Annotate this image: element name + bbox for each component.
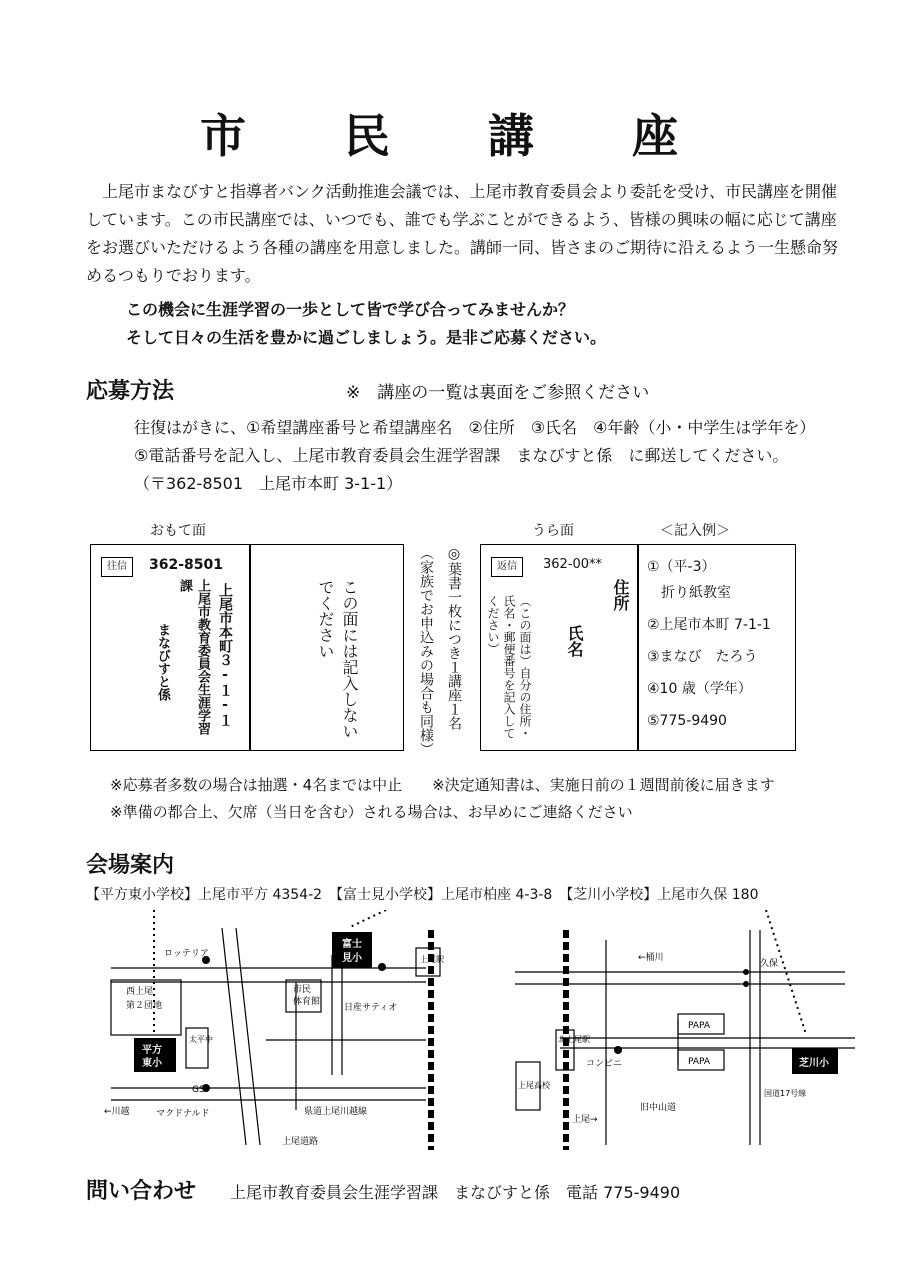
ageo-road-label: 上尾道路 <box>282 1137 319 1147</box>
intro-line-2: しています。この市民講座では、いつでも、誰でも学ぶことができるよう、皆様の興味の幅に応じて講座 <box>86 210 837 229</box>
back-address: 住所 <box>611 579 630 611</box>
apply-note: ※ 講座の一覧は裏面をご参照ください <box>346 383 650 403</box>
front-address: 上尾市本町３-１-１ <box>217 583 233 727</box>
front-tag: 往信 <box>101 557 133 577</box>
mac-label: マクドナルド <box>156 1109 210 1119</box>
map-shibakawa <box>510 910 860 1155</box>
apply-line-1: 往復はがきに、①希望講座番号と希望講座名 ②住所 ③氏名 ④年齢（小・中学生は学年を） <box>134 418 816 437</box>
appeal-text <box>126 296 726 352</box>
back-note: （この面は）自分の住所・氏名・郵便番号を記入してください） <box>486 595 532 739</box>
back-card <box>480 544 638 751</box>
apply-line-2: ⑤電話番号を記入し、上尾市教育委員会生涯学習課 まなびすと係 に郵送してください。 <box>134 446 789 465</box>
kawagoe-label: ←川越 <box>104 1107 130 1117</box>
front-org: 上尾市教育委員会生涯学習課 <box>177 579 210 735</box>
example-3: ②上尾市本町 7-1-1 <box>647 617 771 633</box>
back-name: 氏名 <box>565 625 584 657</box>
conbini-label: コンビニ <box>586 1059 623 1069</box>
notes <box>110 772 775 826</box>
contact-text: 上尾市教育委員会生涯学習課 まなびすと係 電話 775-9490 <box>230 1183 681 1202</box>
front-dept: まなびすと係 <box>155 623 170 701</box>
nishi-a: 西上尾 <box>126 987 154 997</box>
papa2-label: PAPA <box>688 1057 711 1067</box>
contact-heading: 問い合わせ <box>86 1179 197 1204</box>
shibakawa-label: 芝川小 <box>799 1058 829 1069</box>
front-zip: 362-8501 <box>149 557 223 573</box>
intro-line-1: 上尾市まなびすと指導者バンク活動推進会議では、上尾市教育委員会より委託を受け、市民講座を開催 <box>102 182 838 201</box>
middle-note-2: （家族でお申込みの場合も同様） <box>418 546 434 756</box>
front-label: おもて面 <box>150 523 206 539</box>
kyu-nakasendo-label: 旧中山道 <box>640 1103 677 1113</box>
nissan-label: 日産サティオ <box>344 1003 398 1013</box>
back-tag: 返信 <box>491 557 523 577</box>
example-1: ①（平-3） <box>647 559 716 575</box>
shimin-a: 市民 <box>293 985 312 995</box>
venue-heading: 会場案内 <box>86 853 175 878</box>
map-hirakata-fujimi <box>86 910 456 1155</box>
intro-line-3: をお選びいただけるよう各種の講座を用意しました。講師一同、皆さまのご期待に沿えるよう一生懸命努 <box>86 238 839 257</box>
notes-line-1: ※応募者多数の場合は抽選・4名までは中止 ※決定通知書は、実施日前の１週間前後に届きます <box>110 776 775 794</box>
apply-line-3: （〒362-8501 上尾市本町 3-1-1） <box>134 474 403 493</box>
hirakata-a: 平方 <box>142 1045 162 1056</box>
lotteria-label: ロッテリア <box>164 949 209 959</box>
back-zip: 362-00** <box>543 557 603 572</box>
example-6: ⑤775-9490 <box>647 713 727 729</box>
front-card-address <box>90 544 250 751</box>
kokudo-label: 国道17号線 <box>764 1089 807 1098</box>
appeal-line-2: そして日々の生活を豊かに過ごしましょう。是非ご応募ください。 <box>126 328 607 347</box>
kubo-label: 久保 <box>760 959 779 969</box>
example-4: ③まなび たろう <box>647 649 758 665</box>
gs-label: GS <box>192 1085 205 1095</box>
nishi-b: 第２団地 <box>126 1001 163 1011</box>
example-label: ＜記入例＞ <box>660 523 730 539</box>
intro-line-4: めるつもりでおります。 <box>86 266 261 285</box>
example-card <box>638 544 796 751</box>
front-card-message <box>250 544 404 751</box>
venue-schools: 【平方東小学校】上尾市平方 4354-2 【富士見小学校】上尾市柏座 4-3-8 【芝川小学校】上尾市久保 180 <box>86 887 759 903</box>
papa1-label: PAPA <box>688 1021 711 1031</box>
apply-instructions <box>134 414 864 498</box>
station-label: 上尾駅 <box>420 955 444 964</box>
kita-ageo-label: 北上尾駅 <box>558 1035 590 1044</box>
intro-paragraph <box>86 178 856 290</box>
example-2: 折り紙教室 <box>661 585 731 601</box>
taihei-label: 太平中 <box>189 1035 213 1044</box>
shimin-b: 体育館 <box>293 997 321 1007</box>
page-title: 市 民 講 座 <box>200 109 704 163</box>
ageo-high-label: 上尾高校 <box>518 1081 550 1090</box>
apply-heading: 応募方法 <box>86 379 175 404</box>
fujimi-b: 見小 <box>342 953 362 964</box>
ageo-arrow-label: 上尾→ <box>572 1115 598 1125</box>
front-blank-note: この面には記入しないでください <box>316 579 359 739</box>
okegawa-label: ←桶川 <box>638 953 664 963</box>
back-label: うら面 <box>532 523 574 539</box>
appeal-line-1: この機会に生涯学習の一歩として皆で学び合ってみませんか？ <box>126 300 575 319</box>
example-5: ④10 歳（学年） <box>647 681 752 697</box>
notes-line-2: ※準備の都合上、欠席（当日を含む）される場合は、お早めにご連絡ください <box>110 803 633 821</box>
kendo-label: 県道上尾川越線 <box>304 1107 368 1117</box>
middle-note-1: ◎葉書一枚につき１講座１名 <box>446 546 462 730</box>
hirakata-b: 東小 <box>142 1058 162 1069</box>
fujimi-a: 富士 <box>342 939 362 950</box>
